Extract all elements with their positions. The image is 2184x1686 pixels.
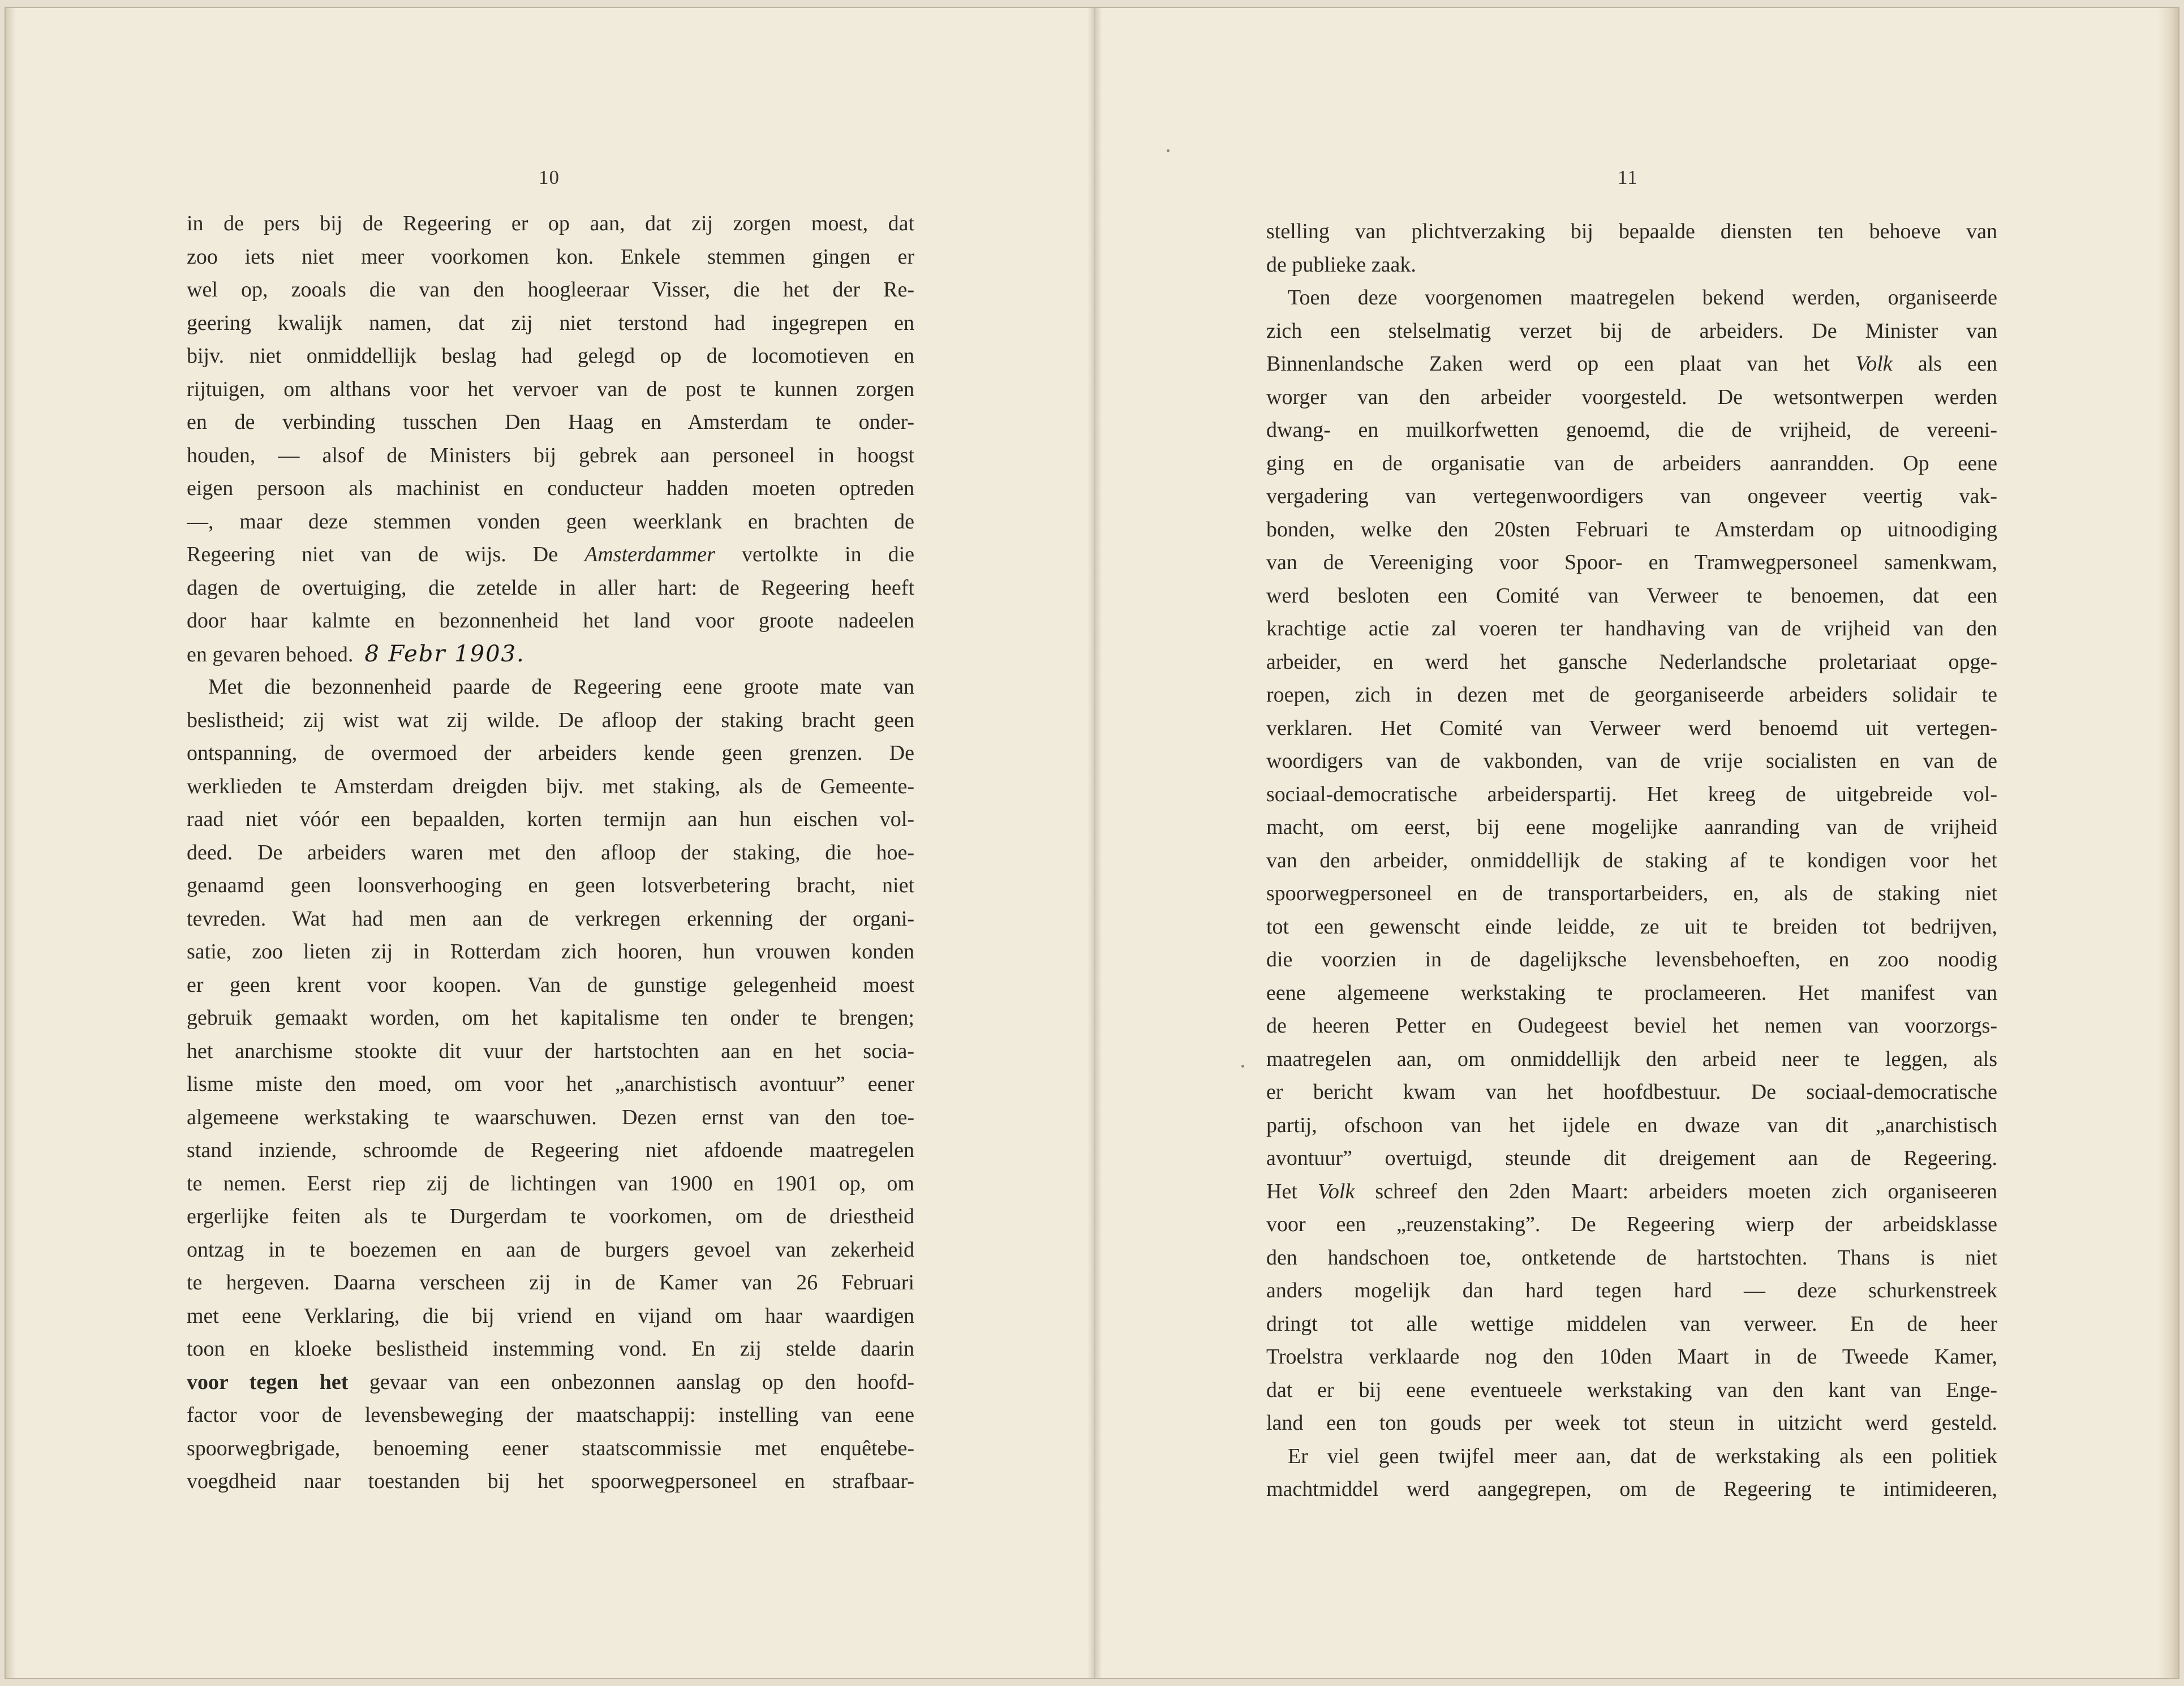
text-line: arbeider, en werd het gansche Nederlandsche proletariaat opge- (1266, 650, 1997, 674)
text-line: ging en de organisatie van de arbeiders aanrandden. Op eene (1266, 451, 1997, 475)
text-line: van de Vereeniging voor Spoor- en Tramwegpersoneel samenkwam, (1266, 550, 1997, 574)
text-line: ontzag in te boezemen en aan de burgers gevoel van zekerheid (187, 1237, 914, 1262)
text-line: beslistheid; zij wist wat zij wilde. De afloop der staking bracht geen (187, 708, 914, 732)
text-line: het anarchisme stookte dit vuur der hartstochten aan en het socia- (187, 1039, 914, 1063)
text-line: krachtige actie zal voeren ter handhaving van de vrijheid van den (1266, 617, 1997, 640)
right-page-text (1266, 215, 1997, 1506)
text-line: Troelstra verklaarde nog den 10den Maart in de Tweede Kamer, (1266, 1345, 1997, 1369)
newspaper-title: Amsterdammer (584, 543, 715, 566)
text-line: verklaren. Het Comité van Verweer werd benoemd uit vertegen- (1266, 716, 1997, 740)
text-line: en de verbinding tusschen Den Haag en Amsterdam te onder- (187, 410, 914, 434)
text-line: Er viel geen twijfel meer aan, dat de werkstaking als een politiek (1288, 1444, 1997, 1468)
page-edge-shadow (2158, 8, 2178, 1678)
text-line: algemeene werkstaking te waarschuwen. Dezen ernst van den toe- (187, 1105, 914, 1129)
text-line: deed. De arbeiders waren met den afloop der staking, die hoe- (187, 840, 914, 864)
text-line: en gevaren behoed. 8 Febr 1903. (187, 640, 525, 667)
text-line: Met die bezonnenheid paarde de Regeering eene groote mate van (208, 675, 914, 699)
text-line: gebruik gemaakt worden, om het kapitalisme ten onder te brengen; (187, 1006, 914, 1030)
text-line: geering kwalijk namen, dat zij niet terstond had ingegrepen en (187, 311, 914, 335)
text-line: partij, ofschoon van het ijdele en dwaze van dit „anarchistisch (1266, 1113, 1997, 1137)
text-line: bijv. niet onmiddellijk beslag had gelegd op de locomotieven en (187, 344, 914, 368)
newspaper-title: Volk (1855, 352, 1893, 376)
text-line: er bericht kwam van het hoofdbestuur. De sociaal-democratische (1266, 1080, 1997, 1104)
text-line: Het Volk schreef den 2den Maart: arbeiders moeten zich organiseeren (1266, 1179, 1997, 1203)
text-line: worger van den arbeider voorgesteld. De wetsontwerpen werden (1266, 385, 1997, 409)
text-line: ergerlijke feiten als te Durgerdam te voorkomen, om de driestheid (187, 1205, 914, 1228)
text-line: houden, — alsof de Ministers bij gebrek aan personeel in hoogst (187, 443, 914, 467)
text-line: stelling van plichtverzaking bij bepaalde diensten ten behoeve van (1266, 220, 1997, 243)
text-line: tevreden. Wat had men aan de verkregen erkenning der organi- (187, 906, 914, 931)
text-line: in de pers bij de Regeering er op aan, dat zij zorgen moest, dat (187, 212, 914, 235)
bold-phrase: voor tegen het (187, 1370, 349, 1394)
text-line: eigen persoon als machinist en conducteur hadden moeten optreden (187, 476, 914, 500)
text-line: woordigers van de vakbonden, van de vrije socialisten en van de (1266, 749, 1997, 773)
text-line: die voorzien in de dagelijksche levensbehoeften, en zoo noodig (1266, 948, 1997, 971)
text-line: te hergeven. Daarna verscheen zij in de Kamer van 26 Februari (187, 1271, 914, 1294)
text-line: tot een gewenscht einde leidde, ze uit te breiden tot bedrijven, (1266, 914, 1997, 939)
handwritten-date-annotation: 8 Febr 1903. (364, 640, 525, 667)
text-line: voor een „reuzenstaking”. De Regeering wierp der arbeidsklasse (1266, 1212, 1997, 1236)
text-line: er geen krent voor koopen. Van de gunstige gelegenheid moest (187, 973, 914, 997)
text-line: factor voor de levensbeweging der maatschappij: instelling van eene (187, 1403, 914, 1427)
text-line: de heeren Petter en Oudegeest beviel het nemen van voorzorgs- (1266, 1014, 1997, 1038)
text-line: maatregelen aan, om onmiddellijk den arbeid neer te leggen, als (1266, 1047, 1997, 1071)
newspaper-title: Volk (1317, 1179, 1355, 1203)
text-line: avontuur” overtuigd, steunde dit dreigement aan de Regeering. (1266, 1146, 1997, 1170)
text-line: anders mogelijk dan hard tegen hard — deze schurkenstreek (1266, 1279, 1997, 1302)
text-line: roepen, zich in dezen met de georganiseerde arbeiders solidair te (1266, 683, 1997, 707)
text-line: vergadering van vertegenwoordigers van ongeveer veertig vak- (1266, 484, 1997, 508)
text-line: dat er bij eene eventueele werkstaking van den kant van Enge- (1266, 1378, 1997, 1402)
text-line: spoorwegpersoneel en de transportarbeiders, en, als de staking niet (1266, 881, 1997, 905)
text-line: —, maar deze stemmen vonden geen weerklank en brachten de (187, 509, 914, 534)
text-line: te nemen. Eerst riep zij de lichtingen van 1900 en 1901 op, om (187, 1171, 914, 1195)
paper-speck (1167, 149, 1170, 152)
text-line: wel op, zooals die van den hoogleeraar Visser, die het der Re- (187, 278, 914, 302)
page-edge-shadow (6, 8, 16, 1678)
paper-speck (1241, 1065, 1244, 1068)
text-line: zoo iets niet meer voorkomen kon. Enkele stemmen gingen er (187, 244, 914, 269)
text-line: Toen deze voorgenomen maatregelen bekend werden, organiseerde (1288, 286, 1997, 309)
text-line: voor tegen het gevaar van een onbezonnen aanslag op den hoofd- (187, 1370, 914, 1394)
text-line: lisme miste den moed, om voor het „anarchistisch avontuur” eener (187, 1072, 914, 1096)
text-line: door haar kalmte en bezonnenheid het land voor groote nadeelen (187, 609, 914, 633)
text-line: voegdheid naar toestanden bij het spoorwegpersoneel en strafbaar- (187, 1469, 914, 1493)
book-gutter (1087, 8, 1102, 1678)
text-line: werd besloten een Comité van Verweer te benoemen, dat een (1266, 583, 1997, 608)
text-line: macht, om eerst, bij eene mogelijke aanranding van de vrijheid (1266, 815, 1997, 839)
text-line: stand inziende, schroomde de Regeering niet afdoende maatregelen (187, 1138, 914, 1162)
text-line: land een ton gouds per week tot steun in uitzicht werd gesteld. (1266, 1411, 1997, 1435)
text-line: dwang- en muilkorfwetten genoemd, die de vrijheid, de vereeni- (1266, 418, 1997, 442)
text-line: den handschoen toe, ontketende de hartstochten. Thans is niet (1266, 1245, 1997, 1270)
text-line: satie, zoo lieten zij in Rotterdam zich hooren, hun vrouwen konden (187, 940, 914, 964)
text-line: van den arbeider, onmiddellijk de staking af te kondigen voor het (1266, 848, 1997, 872)
text-line: dagen de overtuiging, die zetelde in aller hart: de Regeering heeft (187, 575, 914, 600)
text-line: werklieden te Amsterdam dreigden bijv. met staking, als de Gemeente- (187, 774, 914, 798)
text-line: zich een stelselmatig verzet bij de arbeiders. De Minister van (1266, 319, 1997, 343)
text-line: genaamd geen loonsverhooging en geen lotsverbetering bracht, niet (187, 874, 914, 897)
page-number: 11 (1618, 166, 1638, 188)
text-line: dringt tot alle wettige middelen van verweer. En de heer (1266, 1311, 1997, 1336)
text-line: bonden, welke den 20sten Februari te Amsterdam op uitnoodiging (1266, 517, 1997, 541)
text-line: machtmiddel werd aangegrepen, om de Regeering te intimideeren, (1266, 1477, 1997, 1501)
left-page-text (187, 207, 914, 1498)
text-line: sociaal-democratische arbeiderspartij. Het kreeg de uitgebreide vol- (1266, 782, 1997, 806)
text-line: de publieke zaak. (1266, 252, 1416, 277)
text-line: spoorwegbrigade, benoeming eener staatscommissie met enquêtebe- (187, 1436, 914, 1460)
text-line: Binnenlandsche Zaken werd op een plaat van het Volk als een (1266, 352, 1997, 376)
page-number: 10 (539, 166, 560, 188)
text-line: met eene Verklaring, die bij vriend en vijand om haar waardigen (187, 1304, 914, 1328)
text-line: eene algemeene werkstaking te proclameeren. Het manifest van (1266, 980, 1997, 1005)
text-line: ontspanning, de overmoed der arbeiders kende geen grenzen. De (187, 741, 914, 765)
text-line: Regeering niet van de wijs. De Amsterdammer vertolkte in die (187, 543, 914, 566)
text-line: rijtuigen, om althans voor het vervoer van de post te kunnen zorgen (187, 377, 914, 401)
text-line: raad niet vóór een bepaalden, korten termijn aan hun eischen vol- (187, 807, 914, 831)
text-line: toon en kloeke beslistheid instemming vond. En zij stelde daarin (187, 1337, 914, 1361)
